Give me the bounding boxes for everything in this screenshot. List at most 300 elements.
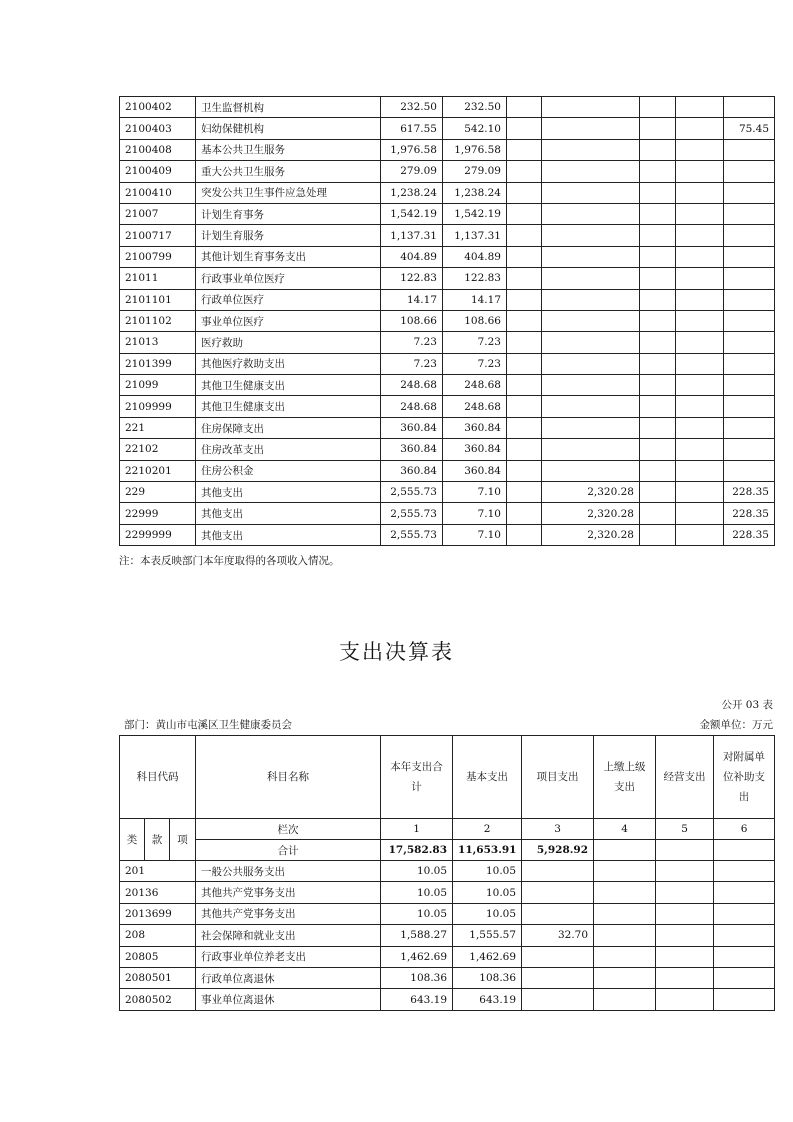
cell-c4 [640,225,676,246]
cell-total: 1,542.19 [381,203,443,224]
unit-label: 金额单位：万元 [699,719,773,731]
header-lei: 类 [120,819,145,861]
department-label: 部门：黄山市屯溪区卫生健康委员会 [124,719,292,731]
cell-c4 [640,332,676,353]
cell-basic: 232.50 [443,97,507,118]
cell-project: 2,320.28 [542,503,640,524]
cell-total: 108.36 [381,967,453,988]
cell-total: 643.19 [381,989,453,1010]
income-table-continued [119,96,775,546]
cell-upper [594,946,656,967]
cell-empty [507,332,542,353]
cell-empty [507,139,542,160]
cell-project [542,396,640,417]
cell-basic: 10.05 [453,882,522,903]
cell-code: 2210201 [120,460,196,481]
cell-c4 [640,439,676,460]
cell-c4 [640,246,676,267]
table-row [120,353,775,374]
cell-name: 计划生育事务 [196,203,381,224]
table-row [120,989,775,1010]
cell-total: 232.50 [381,97,443,118]
cell-c4 [640,182,676,203]
header-total: 本年支出合计 [381,736,453,819]
cell-basic: 7.10 [443,503,507,524]
cell-project [542,139,640,160]
cell-empty [507,460,542,481]
cell-total: 279.09 [381,161,443,182]
cell-code: 2100403 [120,118,196,139]
cell-project [542,118,640,139]
cell-empty [507,161,542,182]
table-note: 注：本表反映部门本年度取得的各项收入情况。 [119,555,340,567]
cell-code: 21013 [120,332,196,353]
header-project: 项目支出 [522,736,594,819]
sum-total: 17,582.83 [381,840,453,861]
cell-basic: 10.05 [453,903,522,924]
cell-code: 2100717 [120,225,196,246]
cell-total: 10.05 [381,882,453,903]
header-upper: 上缴上级支出 [594,736,656,819]
cell-name: 社会保障和就业支出 [196,925,381,946]
cell-project [542,289,640,310]
table-row [120,524,775,545]
table-row [120,967,775,988]
cell-name: 其他医疗救助支出 [196,353,381,374]
cell-project [542,246,640,267]
cell-empty [507,417,542,438]
cell-total: 360.84 [381,460,443,481]
cell-code: 2100409 [120,161,196,182]
cell-basic: 404.89 [443,246,507,267]
cell-c5 [676,524,724,545]
cell-c6 [724,332,775,353]
cell-c4 [640,268,676,289]
cell-code: 20805 [120,946,196,967]
cell-project [542,439,640,460]
header-basic: 基本支出 [453,736,522,819]
header-kuan: 款 [145,819,170,861]
cell-name: 住房改革支出 [196,439,381,460]
cell-empty [507,289,542,310]
table-row [120,417,775,438]
cell-name: 住房公积金 [196,460,381,481]
cell-project [542,332,640,353]
cell-project [522,861,594,882]
cell-total: 2,555.73 [381,524,443,545]
column-label: 栏次 [196,819,381,840]
cell-empty [507,353,542,374]
cell-project [522,967,594,988]
sum-project: 5,928.92 [522,840,594,861]
cell-name: 其他支出 [196,503,381,524]
cell-subsidy [714,989,775,1010]
cell-empty [507,225,542,246]
cell-c5 [676,182,724,203]
cell-total: 7.23 [381,353,443,374]
table-row [120,396,775,417]
table-row [120,925,775,946]
cell-basic: 279.09 [443,161,507,182]
cell-project [542,97,640,118]
cell-project [522,989,594,1010]
cell-name: 行政事业单位医疗 [196,268,381,289]
cell-c5 [676,289,724,310]
cell-total: 10.05 [381,903,453,924]
cell-c6 [724,417,775,438]
cell-c6 [724,289,775,310]
cell-code: 2100410 [120,182,196,203]
cell-basic: 7.10 [443,524,507,545]
cell-code: 2101102 [120,310,196,331]
cell-total: 10.05 [381,861,453,882]
cell-c4 [640,161,676,182]
table-row [120,268,775,289]
cell-project [542,353,640,374]
cell-total: 14.17 [381,289,443,310]
table-row [120,310,775,331]
column-number: 5 [656,819,714,840]
cell-basic: 248.68 [443,396,507,417]
cell-empty [507,118,542,139]
cell-business [656,967,714,988]
cell-code: 2080502 [120,989,196,1010]
cell-total: 248.68 [381,396,443,417]
cell-total: 1,976.58 [381,139,443,160]
cell-code: 21011 [120,268,196,289]
cell-subsidy [714,967,775,988]
cell-code: 2109999 [120,396,196,417]
cell-name: 其他支出 [196,482,381,503]
table-row [120,225,775,246]
cell-name: 重大公共卫生服务 [196,161,381,182]
cell-code: 201 [120,861,196,882]
table-row [120,882,775,903]
cell-project [542,417,640,438]
cell-total: 2,555.73 [381,482,443,503]
cell-c5 [676,417,724,438]
cell-total: 1,238.24 [381,182,443,203]
cell-total: 7.23 [381,332,443,353]
cell-c4 [640,482,676,503]
cell-basic: 108.36 [453,967,522,988]
cell-empty [507,246,542,267]
cell-name: 突发公共卫生事件应急处理 [196,182,381,203]
cell-code: 22102 [120,439,196,460]
table-row [120,203,775,224]
cell-basic: 7.23 [443,332,507,353]
table-row [120,182,775,203]
cell-basic: 1,976.58 [443,139,507,160]
column-number: 6 [714,819,775,840]
cell-code: 2100408 [120,139,196,160]
cell-empty [507,97,542,118]
cell-project [522,903,594,924]
cell-basic: 248.68 [443,375,507,396]
cell-c5 [676,375,724,396]
cell-code: 21099 [120,375,196,396]
cell-name: 其他共产党事务支出 [196,882,381,903]
cell-c5 [676,460,724,481]
cell-c5 [676,118,724,139]
cell-c4 [640,375,676,396]
cell-project: 32.70 [522,925,594,946]
cell-c4 [640,460,676,481]
cell-c4 [640,417,676,438]
cell-empty [507,524,542,545]
cell-name: 其他共产党事务支出 [196,903,381,924]
cell-project [542,182,640,203]
cell-name: 事业单位医疗 [196,310,381,331]
cell-name: 行政事业单位养老支出 [196,946,381,967]
cell-total: 248.68 [381,375,443,396]
cell-basic: 7.23 [443,353,507,374]
cell-empty [507,310,542,331]
cell-c6 [724,139,775,160]
cell-upper [594,967,656,988]
cell-c5 [676,310,724,331]
cell-c6 [724,375,775,396]
cell-name: 医疗救助 [196,332,381,353]
cell-c5 [676,139,724,160]
cell-code: 20136 [120,882,196,903]
cell-business [656,946,714,967]
cell-total: 1,588.27 [381,925,453,946]
cell-code: 22999 [120,503,196,524]
cell-c6 [724,268,775,289]
form-code: 公开 03 表 [721,699,773,711]
cell-subsidy [714,925,775,946]
cell-total: 1,462.69 [381,946,453,967]
cell-name: 卫生监督机构 [196,97,381,118]
cell-c6 [724,182,775,203]
cell-total: 108.66 [381,310,443,331]
cell-c4 [640,396,676,417]
cell-basic: 108.66 [443,310,507,331]
cell-code: 2101399 [120,353,196,374]
cell-name: 一般公共服务支出 [196,861,381,882]
cell-empty [507,268,542,289]
cell-c4 [640,353,676,374]
cell-name: 基本公共卫生服务 [196,139,381,160]
header-xiang: 项 [170,819,196,861]
column-number: 1 [381,819,453,840]
cell-c6: 228.35 [724,503,775,524]
cell-name: 事业单位离退休 [196,989,381,1010]
sum-basic: 11,653.91 [453,840,522,861]
cell-project [542,460,640,481]
table-row [120,161,775,182]
cell-project [542,268,640,289]
cell-c6: 228.35 [724,482,775,503]
table-row [120,503,775,524]
sum-business [656,840,714,861]
cell-basic: 1,542.19 [443,203,507,224]
cell-name: 住房保障支出 [196,417,381,438]
cell-upper [594,989,656,1010]
cell-empty [507,482,542,503]
cell-c6 [724,203,775,224]
cell-c6 [724,97,775,118]
cell-c5 [676,246,724,267]
cell-code: 2100799 [120,246,196,267]
cell-c5 [676,503,724,524]
column-number: 4 [594,819,656,840]
cell-c5 [676,332,724,353]
cell-empty [507,375,542,396]
cell-basic: 643.19 [453,989,522,1010]
cell-code: 2101101 [120,289,196,310]
cell-basic: 360.84 [443,460,507,481]
header-business: 经营支出 [656,736,714,819]
cell-project [522,946,594,967]
cell-name: 行政单位离退休 [196,967,381,988]
cell-c5 [676,439,724,460]
table-row [120,97,775,118]
cell-total: 2,555.73 [381,503,443,524]
cell-subsidy [714,861,775,882]
cell-name: 其他计划生育事务支出 [196,246,381,267]
header-subsidy: 对附属单位补助支出 [714,736,775,819]
table-row [120,332,775,353]
cell-upper [594,882,656,903]
header-code: 科目代码 [120,736,196,819]
table-row [120,118,775,139]
cell-code: 208 [120,925,196,946]
cell-upper [594,903,656,924]
cell-name: 计划生育服务 [196,225,381,246]
cell-code: 2299999 [120,524,196,545]
cell-c4 [640,310,676,331]
cell-c6 [724,246,775,267]
cell-total: 404.89 [381,246,443,267]
cell-basic: 14.17 [443,289,507,310]
table-row [120,861,775,882]
cell-basic: 1,137.31 [443,225,507,246]
cell-total: 122.83 [381,268,443,289]
cell-business [656,989,714,1010]
cell-subsidy [714,882,775,903]
cell-project: 2,320.28 [542,482,640,503]
cell-total: 360.84 [381,417,443,438]
cell-c5 [676,353,724,374]
cell-basic: 10.05 [453,861,522,882]
table-row [120,460,775,481]
cell-c6: 75.45 [724,118,775,139]
cell-basic: 122.83 [443,268,507,289]
sum-subsidy [714,840,775,861]
cell-basic: 7.10 [443,482,507,503]
cell-empty [507,396,542,417]
cell-name: 其他卫生健康支出 [196,396,381,417]
cell-total: 617.55 [381,118,443,139]
header-name: 科目名称 [196,736,381,819]
sum-upper [594,840,656,861]
cell-code: 2080501 [120,967,196,988]
cell-business [656,925,714,946]
cell-c5 [676,203,724,224]
cell-project [542,310,640,331]
table-row [120,289,775,310]
cell-basic: 1,462.69 [453,946,522,967]
cell-basic: 1,555.57 [453,925,522,946]
cell-code: 21007 [120,203,196,224]
cell-c6 [724,161,775,182]
cell-empty [507,439,542,460]
cell-subsidy [714,903,775,924]
cell-project [542,375,640,396]
cell-c6: 228.35 [724,524,775,545]
expenditure-table [119,735,775,1011]
cell-c5 [676,482,724,503]
table-row [120,482,775,503]
cell-business [656,903,714,924]
cell-business [656,882,714,903]
cell-empty [507,503,542,524]
cell-upper [594,925,656,946]
cell-empty [507,203,542,224]
cell-project [542,225,640,246]
cell-code: 2100402 [120,97,196,118]
cell-c6 [724,439,775,460]
cell-c4 [640,139,676,160]
cell-c4 [640,203,676,224]
cell-code: 229 [120,482,196,503]
cell-business [656,861,714,882]
cell-total: 1,137.31 [381,225,443,246]
cell-c4 [640,503,676,524]
cell-upper [594,861,656,882]
cell-code: 221 [120,417,196,438]
table-row [120,439,775,460]
cell-c5 [676,396,724,417]
cell-basic: 542.10 [443,118,507,139]
cell-c5 [676,225,724,246]
cell-c4 [640,289,676,310]
cell-name: 行政单位医疗 [196,289,381,310]
cell-c6 [724,460,775,481]
cell-basic: 1,238.24 [443,182,507,203]
cell-c6 [724,396,775,417]
table-row [120,946,775,967]
cell-c6 [724,225,775,246]
column-number: 3 [522,819,594,840]
table-row [120,246,775,267]
table-row [120,139,775,160]
cell-basic: 360.84 [443,439,507,460]
cell-c4 [640,118,676,139]
cell-project [542,161,640,182]
cell-c4 [640,97,676,118]
sum-label: 合计 [196,840,381,861]
cell-c6 [724,310,775,331]
cell-name: 其他支出 [196,524,381,545]
cell-name: 妇幼保健机构 [196,118,381,139]
cell-empty [507,182,542,203]
cell-c6 [724,353,775,374]
cell-c4 [640,524,676,545]
cell-c5 [676,268,724,289]
cell-basic: 360.84 [443,417,507,438]
cell-name: 其他卫生健康支出 [196,375,381,396]
cell-c5 [676,161,724,182]
cell-code: 2013699 [120,903,196,924]
cell-subsidy [714,946,775,967]
table-row [120,375,775,396]
cell-project [542,203,640,224]
cell-total: 360.84 [381,439,443,460]
table-row [120,903,775,924]
